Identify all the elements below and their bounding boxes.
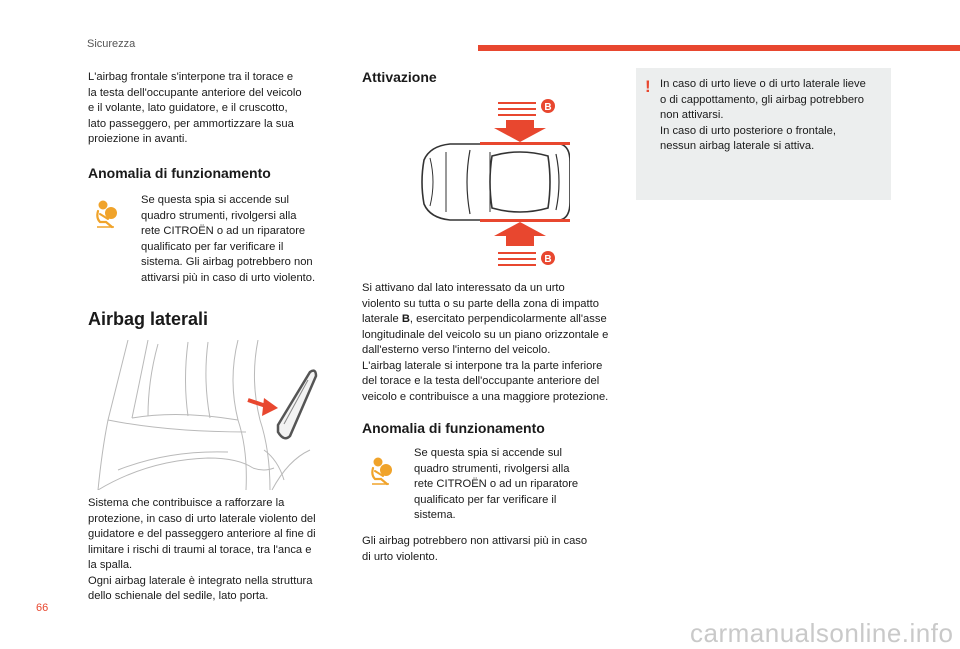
section-label: Sicurezza bbox=[87, 38, 136, 50]
impact-label-b-top: B bbox=[544, 102, 552, 113]
car-impact-diagram bbox=[410, 92, 570, 270]
warning-text: In caso di urto lieve o di urto laterale lieve o di cappottamento, gli airbag potrebbero non attivarsi. In caso di urto posteriore o frontale, nessun airbag laterale si attiva. bbox=[660, 78, 866, 152]
header-accent-bar bbox=[478, 45, 960, 51]
malfunction-text-1: Se questa spia si accende sul quadro strumenti, rivolgersi alla rete CITROËN o ad un riparatore qualificato per far verificare il sistema. Gli airbag potrebbero non attivarsi più in caso di urto violento. bbox=[141, 194, 316, 284]
activation-description bbox=[362, 281, 624, 405]
page-number: 66 bbox=[36, 602, 49, 614]
activation-text-part-1: Si attivano dal lato interessato da un urto violento su tutta o su parte della zona di impatto laterale bbox=[362, 282, 599, 325]
activation-heading: Attivazione bbox=[362, 69, 437, 85]
airbag-warning-light-icon bbox=[92, 198, 124, 230]
watermark: carmanualsonline.info bbox=[690, 618, 954, 648]
frontal-airbag-intro: L'airbag frontale s'interpone tra il torace e la testa dell'occupante anteriore del veicolo e il volante, lato guidatore, e il cruscotto, lato passeggero, per ammortizzare la sua proiezione in avanti. bbox=[88, 71, 302, 145]
malfunction-heading-1: Anomalia di funzionamento bbox=[88, 165, 271, 181]
no-activation-note: Gli airbag potrebbero non attivarsi più in caso di urto violento. bbox=[362, 535, 588, 563]
activation-text-bold-b: B bbox=[401, 313, 410, 325]
side-airbag-description: Sistema che contribuisce a rafforzare la protezione, in caso di urto laterale violento del guidatore e del passeggero anteriore al fine di limitare i rischi di traumi al torace, tra l'anca e la spalla. Ogni airbag laterale è integrato nella struttura dello schienale del sedile, lato porta. bbox=[88, 497, 316, 602]
airbag-warning-light-icon bbox=[367, 455, 399, 487]
warning-exclamation-icon: ! bbox=[645, 77, 651, 96]
seat-side-airbag-illustration bbox=[88, 340, 334, 490]
impact-label-b-bottom: B bbox=[544, 254, 552, 265]
side-airbags-heading: Airbag laterali bbox=[88, 309, 209, 329]
malfunction-heading-2: Anomalia di funzionamento bbox=[362, 420, 545, 436]
malfunction-text-2: Se questa spia si accende sul quadro strumenti, rivolgersi alla rete CITROËN o ad un riparatore qualificato per far verificare il sistema. bbox=[414, 447, 579, 521]
activation-text-part-2: , esercitato perpendicolarmente all'asse longitudinale del veicolo su un piano orizzontale e dall'esterno verso l'interno del veicolo. L'airbag laterale si interpone tra la parte inferiore del torace e la testa dell'occupante anteriore del veicolo e contribuisce a una maggiore protezione. bbox=[362, 313, 609, 403]
